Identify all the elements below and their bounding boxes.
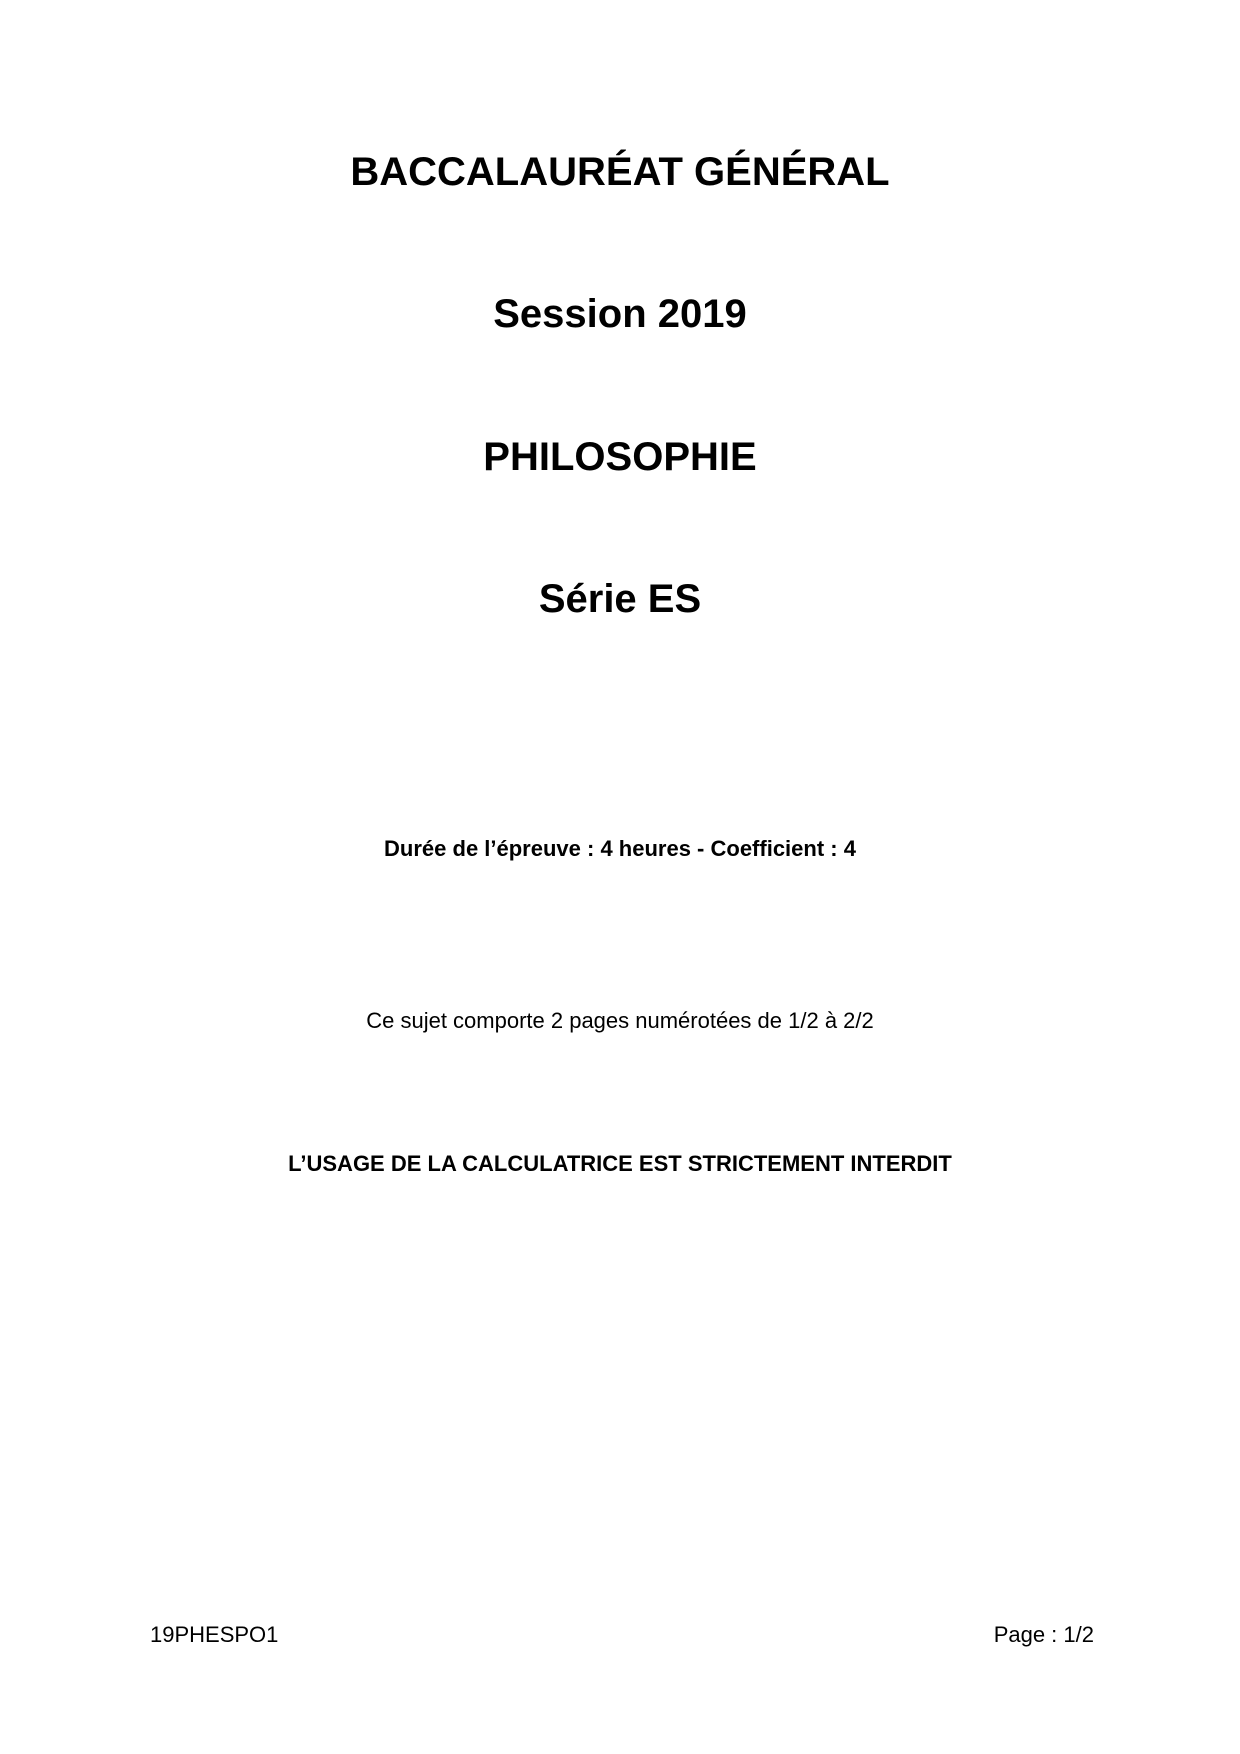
calculator-notice: L’USAGE DE LA CALCULATRICE EST STRICTEMENT INTERDIT [288,1151,952,1176]
document-code: 19PHESPO1 [150,1622,279,1647]
session-title: Session 2019 [493,292,747,336]
exam-title: BACCALAURÉAT GÉNÉRAL [350,150,890,194]
page-number: Page : 1/2 [993,1622,1094,1647]
pages-note: Ce sujet comporte 2 pages numérotées de 1/2 à 2/2 [366,1008,874,1033]
series-title: Série ES [538,577,702,621]
subject-title: PHILOSOPHIE [483,435,757,479]
duration-line: Durée de l’épreuve : 4 heures - Coefficient : 4 [384,836,856,861]
